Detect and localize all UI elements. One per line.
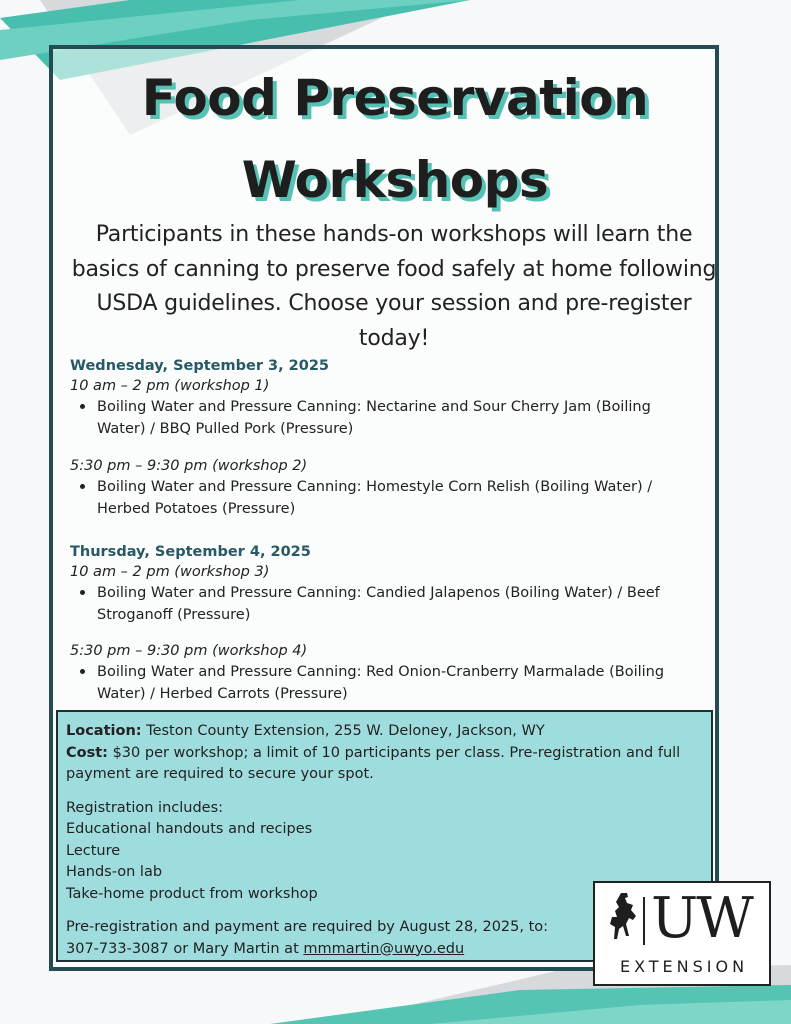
day-block-wednesday bbox=[70, 356, 710, 440]
cost-line-2: payment are required to secure your spot. bbox=[66, 766, 374, 782]
session-description-line: Boiling Water and Pressure Canning: Homestyle Corn Relish (Boiling Water) / bbox=[97, 479, 653, 495]
bucking-horse-icon bbox=[607, 891, 643, 947]
includes-item: Hands-on lab bbox=[66, 864, 163, 880]
session-description bbox=[70, 396, 710, 440]
page-title-line-1: Food Preservation bbox=[141, 69, 649, 127]
location-label: Location: bbox=[66, 723, 142, 739]
session-time: 5:30 pm – 9:30 pm (workshop 2) bbox=[70, 458, 308, 474]
includes-item: Educational handouts and recipes bbox=[66, 821, 313, 837]
session-description-line: Boiling Water and Pressure Canning: Candied Jalapenos (Boiling Water) / Beef bbox=[97, 585, 660, 601]
session-block-workshop-4 bbox=[70, 641, 710, 705]
session-description bbox=[70, 661, 710, 705]
session-description-line: Stroganoff (Pressure) bbox=[97, 607, 251, 623]
location-value: Teston County Extension, 255 W. Deloney, Jackson, WY bbox=[146, 723, 545, 739]
includes-heading: Registration includes: bbox=[66, 799, 224, 816]
logo-subtitle: EXTENSION bbox=[619, 957, 749, 976]
day-block-thursday bbox=[70, 542, 710, 626]
email-link[interactable]: mmmartin@uwyo.edu bbox=[303, 940, 465, 957]
includes-item: Take-home product from workshop bbox=[66, 885, 318, 902]
day-heading: Wednesday, September 3, 2025 bbox=[70, 358, 330, 374]
logo-divider bbox=[643, 897, 645, 945]
session-block-workshop-2 bbox=[70, 456, 710, 520]
session-time: 10 am – 2 pm (workshop 1) bbox=[70, 378, 270, 394]
intro-paragraph: Participants in these hands-on workshops will learn the basics of canning to preserve food safely at home following USDA guidelines. Choose your session and pre-register today! bbox=[71, 222, 717, 351]
contact-phone: 307-733-3087 or Mary Martin at bbox=[66, 940, 304, 957]
location-line bbox=[66, 721, 703, 743]
logo-letters: UW bbox=[651, 886, 752, 951]
deadline-line: Pre-registration and payment are required by August 28, 2025, to: bbox=[66, 919, 549, 935]
session-description-line: Water) / Herbed Carrots (Pressure) bbox=[97, 686, 348, 702]
session-time: 10 am – 2 pm (workshop 3) bbox=[70, 564, 270, 580]
day-heading: Thursday, September 4, 2025 bbox=[70, 544, 311, 560]
cost-label: Cost: bbox=[66, 744, 108, 761]
page-title-line-2: Workshops bbox=[241, 151, 549, 209]
session-description-line: Boiling Water and Pressure Canning: Red Onion-Cranberry Marmalade (Boiling bbox=[97, 664, 665, 680]
session-description bbox=[70, 476, 710, 520]
session-description-line: Herbed Potatoes (Pressure) bbox=[97, 501, 296, 517]
session-description-line: Boiling Water and Pressure Canning: Nectarine and Sour Cherry Jam (Boiling bbox=[97, 399, 651, 415]
includes-item: Lecture bbox=[66, 842, 121, 859]
cost-line bbox=[66, 743, 703, 765]
cost-value: $30 per workshop; a limit of 10 participants per class. Pre-registration and full bbox=[112, 744, 681, 761]
session-description bbox=[70, 582, 710, 626]
session-time: 5:30 pm – 9:30 pm (workshop 4) bbox=[70, 643, 308, 659]
uw-extension-logo bbox=[593, 881, 771, 986]
session-description-line: Water) / BBQ Pulled Pork (Pressure) bbox=[97, 421, 354, 437]
